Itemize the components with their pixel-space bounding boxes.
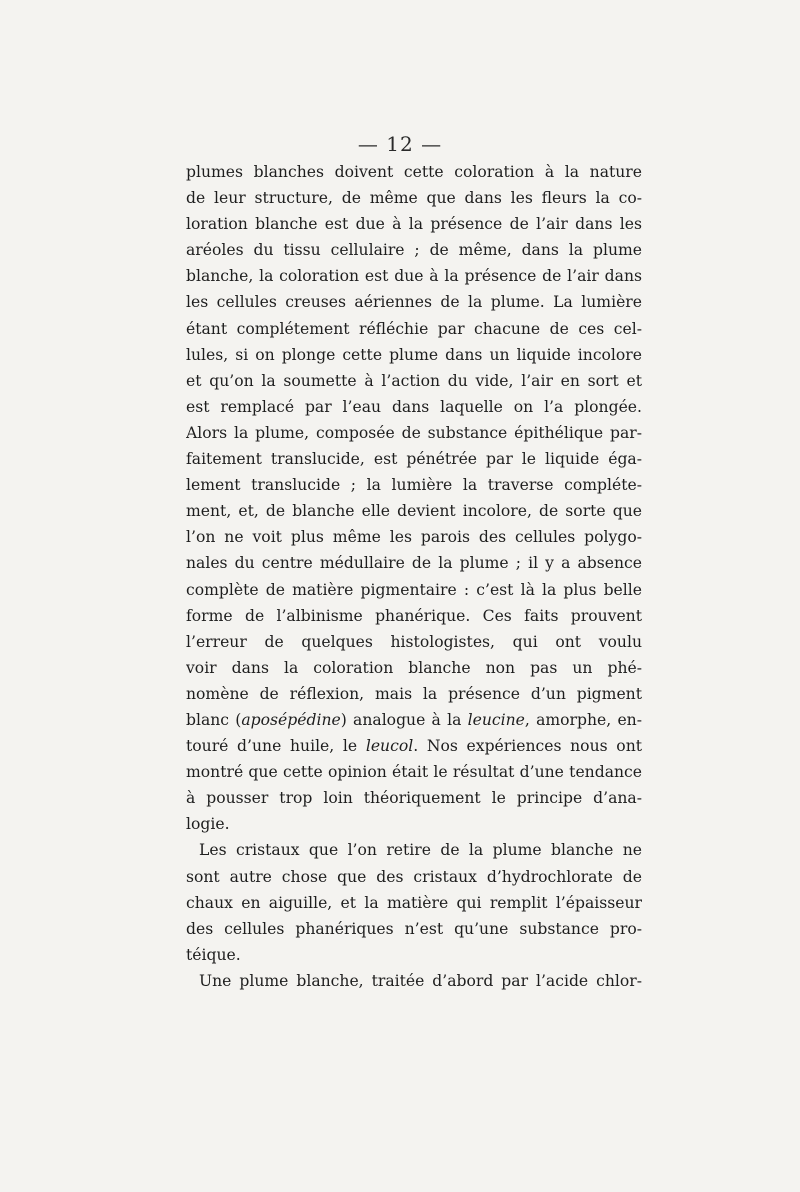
text-line: l’on ne voit plus même les parois des cellules polygo- xyxy=(186,528,642,547)
text-line: nales du centre médullaire de la plume ; il y a absence xyxy=(186,554,642,573)
text-line-italics: blanc (aposépédine) analogue à la leucine, amorphe, en- xyxy=(186,710,642,729)
text-line-paragraph-end: logie. xyxy=(186,815,230,834)
text-line: étant complétement réfléchie par chacune de ces cel- xyxy=(186,319,642,338)
text-line: complète de matière pigmentaire : c’est là la plus belle xyxy=(186,580,642,599)
text-line: à pousser trop loin théoriquement le principe d’ana- xyxy=(186,789,642,808)
text-line: lules, si on plonge cette plume dans un liquide incolore xyxy=(186,345,642,364)
text-line: blanche, la coloration est due à la présence de l’air dans xyxy=(186,267,642,286)
text-line: loration blanche est due à la présence de l’air dans les xyxy=(186,215,642,234)
text-line: voir dans la coloration blanche non pas un phé- xyxy=(186,658,642,677)
text-line: sont autre chose que des cristaux d’hydrochlorate de xyxy=(186,867,642,886)
page-number: — 12 — xyxy=(357,132,443,156)
text-line: chaux en aiguille, et la matière qui remplit l’épaisseur xyxy=(186,893,642,912)
text-line-paragraph-start: Les cristaux que l’on retire de la plume blanche ne xyxy=(199,841,642,860)
text-line: ment, et, de blanche elle devient incolore, de sorte que xyxy=(186,502,642,521)
text-line: nomène de réflexion, mais la présence d’un pigment xyxy=(186,684,642,703)
text-line: les cellules creuses aériennes de la plume. La lumière xyxy=(186,293,642,312)
text-line: est remplacé par l’eau dans laquelle on l’a plongée. xyxy=(186,397,642,416)
text-line: et qu’on la soumette à l’action du vide, l’air en sort et xyxy=(186,371,642,390)
body-text xyxy=(186,159,642,994)
text-line-paragraph-end: téique. xyxy=(186,945,241,964)
text-line: des cellules phanériques n’est qu’une substance pro- xyxy=(186,919,642,938)
text-line: l’erreur de quelques histologistes, qui ont voulu xyxy=(186,632,642,651)
italic-term: leucol xyxy=(365,737,414,756)
text-line: montré que cette opinion était le résultat d’une tendance xyxy=(186,763,642,782)
text-line: Alors la plume, composée de substance épithélique par- xyxy=(186,423,642,442)
text-line-paragraph-start: Une plume blanche, traitée d’abord par l’acide chlor- xyxy=(199,971,642,990)
text-line: de leur structure, de même que dans les fleurs la co- xyxy=(186,189,642,208)
italic-term: leucine xyxy=(467,710,525,729)
text-line-italics: touré d’une huile, le leucol. Nos expériences nous ont xyxy=(186,737,642,756)
text-line: lement translucide ; la lumière la traverse compléte- xyxy=(186,476,642,495)
text-line: forme de l’albinisme phanérique. Ces faits prouvent xyxy=(186,606,642,625)
text-line: plumes blanches doivent cette coloration à la nature xyxy=(186,163,642,181)
text-line: aréoles du tissu cellulaire ; de même, dans la plume xyxy=(186,241,642,260)
text-line: faitement translucide, est pénétrée par le liquide éga- xyxy=(186,450,642,469)
italic-term: aposépédine xyxy=(241,710,341,729)
